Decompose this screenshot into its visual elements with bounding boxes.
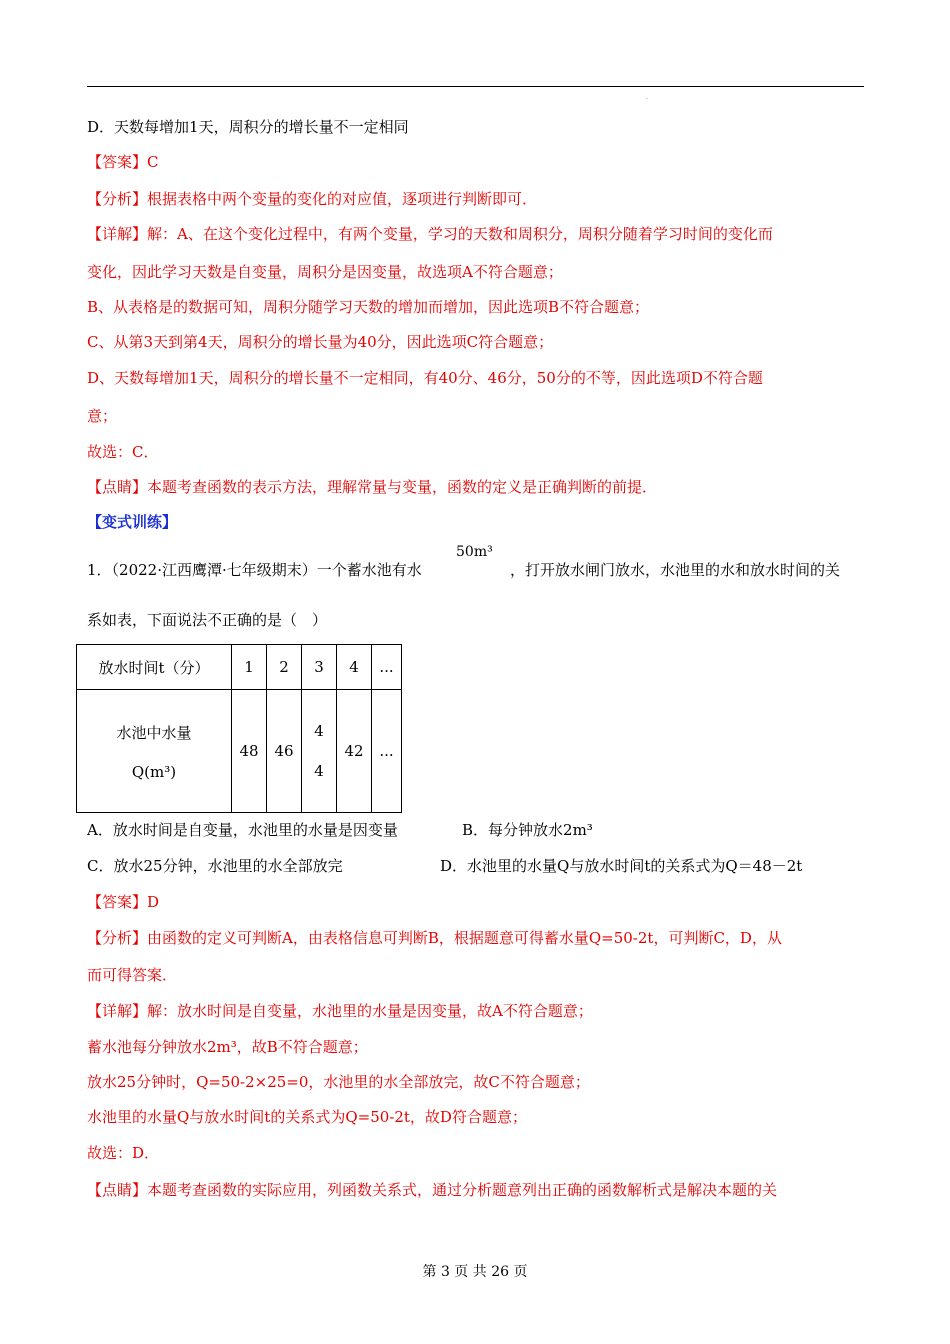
prev-detail-line5: D、天数每增加1天，周积分的增长量不一定相同，有40分、46分，50分的不等，因此选项D不符合题 bbox=[87, 369, 763, 387]
table-cell-wrapped: 44 bbox=[302, 690, 337, 813]
table-row bbox=[77, 690, 402, 813]
q1-analysis-line1: 【分析】由函数的定义可判断A，由表格信息可判断B，根据题意可得蓄水量Q=50-2t，可判断C，D，从 bbox=[87, 929, 782, 947]
q1-option-c: C．放水25分钟，水池里的水全部放完 bbox=[87, 857, 343, 875]
volume-header-line2: Q(m³) bbox=[131, 762, 177, 781]
prev-detail-line2: 变化，因此学习天数是自变量，周积分是因变量，故选项A不符合题意； bbox=[87, 263, 563, 281]
q1-stem-part1: 1．（2022·江西鹰潭·七年级期末）一个蓄水池有水 bbox=[87, 561, 422, 579]
q1-stem-volume: 50m³ bbox=[456, 544, 493, 560]
table-cell: 48 bbox=[232, 690, 267, 813]
prev-choose: 故选：C． bbox=[87, 443, 159, 461]
q1-stem-part2: ，打开放水闸门放水，水池里的水和放水时间的关 bbox=[510, 561, 841, 579]
table-cell: ... bbox=[372, 690, 402, 813]
q1-detail-line3: 放水25分钟时，Q=50-2×25=0，水池里的水全部放完，故C不符合题意； bbox=[87, 1073, 590, 1091]
table-cell: ... bbox=[372, 645, 402, 690]
table-row bbox=[77, 645, 402, 690]
section-title: 【变式训练】 bbox=[87, 513, 178, 531]
q1-detail-line1: 【详解】解：放水时间是自变量，水池里的水量是因变量，故A不符合题意； bbox=[87, 1002, 593, 1020]
water-table bbox=[76, 644, 402, 813]
header-rule bbox=[87, 86, 864, 87]
q1-option-b: B．每分钟放水2m³ bbox=[462, 821, 593, 839]
prev-detail-line1: 【详解】解：A、在这个变化过程中，有两个变量，学习的天数和周积分，周积分随着学习时间的变化而 bbox=[87, 225, 773, 243]
table-cell: 42 bbox=[337, 690, 372, 813]
q1-analysis-line2: 而可得答案． bbox=[87, 966, 178, 984]
prev-analysis: 【分析】根据表格中两个变量的变化的对应值，逐项进行判断即可． bbox=[87, 190, 538, 208]
q1-detail-line4: 水池里的水量Q与放水时间t的关系式为Q=50-2t，故D符合题意； bbox=[87, 1108, 527, 1126]
page-footer: 第 3 页 共 26 页 bbox=[422, 1264, 528, 1280]
table-cell: 46 bbox=[267, 690, 302, 813]
prev-option-d: D．天数每增加1天，周积分的增长量不一定相同 bbox=[87, 118, 409, 136]
q1-detail-line2: 蓄水池每分钟放水2m³，故B不符合题意； bbox=[87, 1038, 368, 1056]
volume-header-line1: 水池中水量 bbox=[116, 723, 192, 742]
table-cell: 2 bbox=[267, 645, 302, 690]
prev-detail-line6: 意； bbox=[87, 407, 118, 425]
table-header-time: 放水时间t（分） bbox=[77, 645, 232, 690]
prev-detail-line3: B、从表格是的数据可知，周积分随学习天数的增加而增加，因此选项B不符合题意； bbox=[87, 298, 650, 316]
table-cell: 1 bbox=[232, 645, 267, 690]
q1-comment: 【点睛】本题考查函数的实际应用，列函数关系式，通过分析题意列出正确的函数解析式是解决本题的关 bbox=[87, 1181, 778, 1199]
table-cell: 3 bbox=[302, 645, 337, 690]
table-cell: 4 bbox=[337, 645, 372, 690]
prev-detail-line4: C、从第3天到第4天，周积分的增长量为40分，因此选项C符合题意； bbox=[87, 333, 554, 351]
q1-choose: 故选：D． bbox=[87, 1144, 160, 1162]
q1-option-d: D．水池里的水量Q与放水时间t的关系式为Q＝48－2t bbox=[440, 857, 803, 875]
q1-answer: 【答案】D bbox=[87, 893, 160, 911]
header-dot: . bbox=[646, 94, 648, 101]
prev-comment: 【点睛】本题考查函数的表示方法，理解常量与变量，函数的定义是正确判断的前提． bbox=[87, 478, 658, 496]
q1-option-a: A．放水时间是自变量，水池里的水量是因变量 bbox=[87, 821, 398, 839]
q1-stem-line2: 系如表，下面说法不正确的是（ ） bbox=[87, 611, 328, 629]
table-header-volume bbox=[77, 690, 232, 813]
prev-answer: 【答案】C bbox=[87, 153, 159, 171]
